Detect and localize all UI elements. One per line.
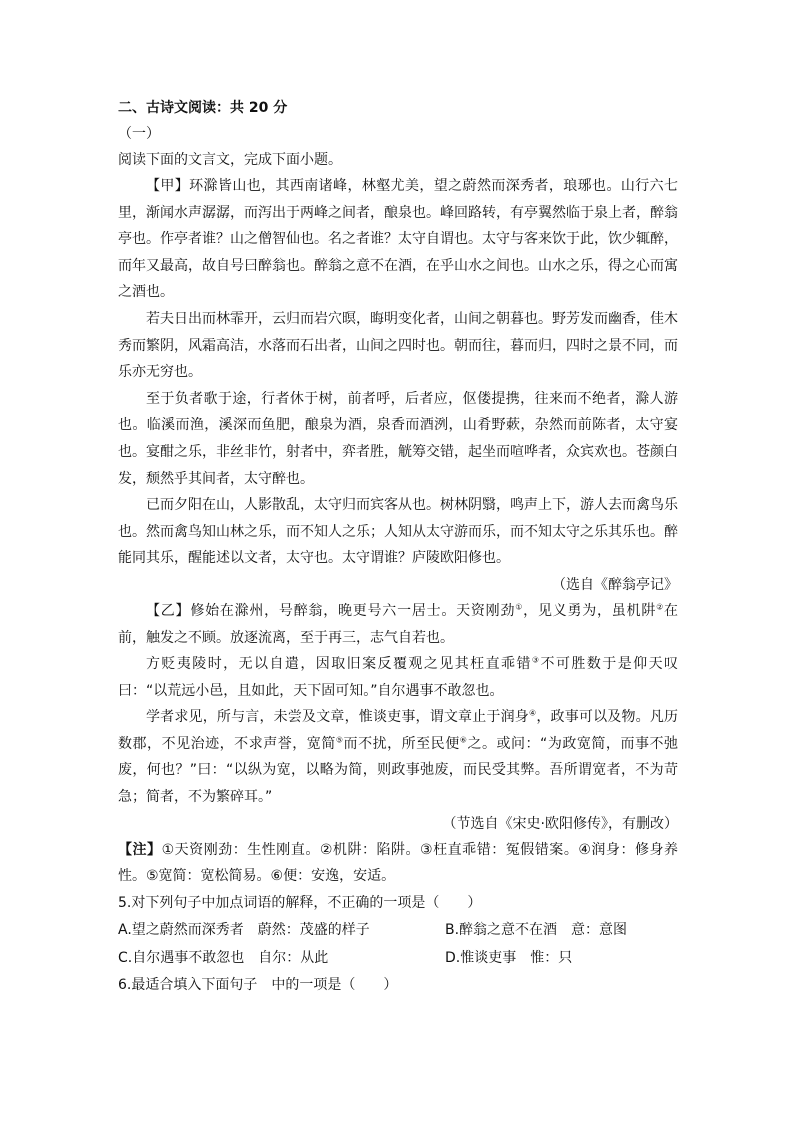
question-5-option-d[interactable]: D.惟谈吏事 惟：只 xyxy=(445,949,573,966)
passage-jia-p4: 已而夕阳在山，人影散乱，太守归而宾客从也。树林阴翳，鸣声上下，游人去而禽鸟乐也。然而禽鸟知山林之乐，而不知人之乐；人知从太守游而乐，而不知太守之乐其乐也。醉能同其乐，醒能述以文者，太守也。太守谓谁？庐陵欧阳修也。 xyxy=(118,497,678,567)
passage-yi-p1-text-c: 在前，触发之不顾。放逐流离，至于再三，志气自若也。 xyxy=(118,602,679,646)
passage-yi-p1 xyxy=(118,598,678,651)
document-body xyxy=(118,95,678,998)
passage-yi-tag: 【乙】 xyxy=(146,602,191,619)
question-5-option-a[interactable]: A.望之蔚然而深秀者 蔚然：茂盛的样子 xyxy=(118,921,370,938)
question-5-option-c[interactable]: C.自尔遇事不敢忽也 自尔：从此 xyxy=(118,949,329,966)
passage-jia-p2: 若夫日出而林霏开，云归而岩穴暝，晦明变化者，山间之朝暮也。野芳发而幽香，佳木秀而繁阴，风霜高洁，水落而石出者，山间之四时也。朝而往，暮而归，四时之景不同，而乐亦无穷也。 xyxy=(118,310,678,381)
passage-jia-p3: 至于负者歌于途，行者休于树，前者呼，后者应，伛偻提携，往来而不绝者，滁人游也。临溪而渔，溪深而鱼肥，酿泉为酒，泉香而酒洌，山肴野蔌，杂然而前陈者，太守宴也。宴酣之乐，非丝非竹，射者中，弈者胜，觥筹交错，起坐而喧哗者，众宾欢也。苍颜白发，颓然乎其间者，太守醉也。 xyxy=(118,390,678,487)
passage-yi-p3-text-a: 学者求见，所与言，未尝及文章，惟谈吏事，谓文章止于润身 xyxy=(146,709,529,726)
question-5-options-row-2 xyxy=(118,944,678,972)
passage-yi-p1-text-a: 修始在滁州，号醉翁，晚更号六一居士。天资刚劲 xyxy=(190,602,516,619)
passage-yi-p3-text-d: 之。或问：“为政宽简，而事不弛废，何也？”曰：“以纵为宽，以略为简，则政事弛废，而民受其弊。吾所谓宽者，不为苛急；简者，不为繁碎耳。” xyxy=(118,735,679,806)
passage-yi-p3-text-b: ，政事可以及物。凡历数郡，不见治迹，不求声誉，宽简 xyxy=(118,709,679,752)
passage-jia-source: （选自《醉翁亭记》 xyxy=(552,576,678,593)
passage-yi-p2-text-a: 方贬夷陵时，无以自遣，因取旧案反覆观之见其枉直乖错 xyxy=(146,656,532,673)
section-title: 二、古诗文阅读：共 20 分 xyxy=(118,100,288,116)
question-6-stem: 6.最适合填入下面句子 中的一项是（ ） xyxy=(118,976,398,993)
notes-label: 【注】 xyxy=(118,841,162,858)
question-5-option-b[interactable]: B.醉翁之意不在酒 意：意图 xyxy=(445,921,628,938)
passage-jia-p1-text: 环滁皆山也，其西南诸峰，林壑尤美，望之蔚然而深秀者，琅琊也。山行六七里，渐闻水声潺潺，而泻出于两峰之间者，酿泉也。峰回路转，有亭翼然临于泉上者，醉翁亭也。作亭者谁？山之僧智仙也。名之者谁？太守自谓也。太守与客来饮于此，饮少辄醉，而年又最高，故自号曰醉翁也。醉翁之意不在酒，在乎山水之间也。山水之乐，得之心而寓之酒也。 xyxy=(118,178,679,301)
footnote-marker-6: ⑥ xyxy=(459,735,468,745)
passage-yi-p2-text-b: 不可胜数于是仰天叹曰：“以荒远小邑，且如此，天下固可知。”自尔遇事不敢忽也。 xyxy=(118,656,679,699)
question-5-options-row-1 xyxy=(118,916,678,944)
footnote-marker-2: ② xyxy=(656,602,665,612)
reading-instruction: 阅读下面的文言文，完成下面小题。 xyxy=(118,152,342,168)
passage-jia-p1 xyxy=(118,173,678,306)
footnote-marker-3: ③ xyxy=(531,655,541,665)
footnote-marker-4: ④ xyxy=(528,708,537,718)
footnote-marker-1: ① xyxy=(515,602,524,612)
question-5-stem: 5.对下列句子中加点词语的解释，不正确的一项是（ ） xyxy=(118,894,482,911)
passage-yi-source: （节选自《宋史·欧阳修传》，有删改） xyxy=(442,815,678,832)
passage-yi-p3 xyxy=(118,704,678,810)
passage-yi-p3-text-c: 而不扰，所至民便 xyxy=(343,735,460,752)
passage-jia-tag: 【甲】 xyxy=(146,178,190,194)
passage-yi-p1-text-b: ，见义勇为，虽机阱 xyxy=(523,602,657,619)
notes-text: ①天资刚劲：生性刚直。②机阱：陷阱。③枉直乖错：冤假错案。④润身：修身养性。⑤宽简：宽松简易。⑥便：安逸，安适。 xyxy=(118,841,679,885)
part-label: （一） xyxy=(118,126,160,142)
passage-yi-p2 xyxy=(118,651,678,704)
footnote-marker-5: ⑤ xyxy=(335,735,344,745)
annotation-notes xyxy=(118,837,678,890)
